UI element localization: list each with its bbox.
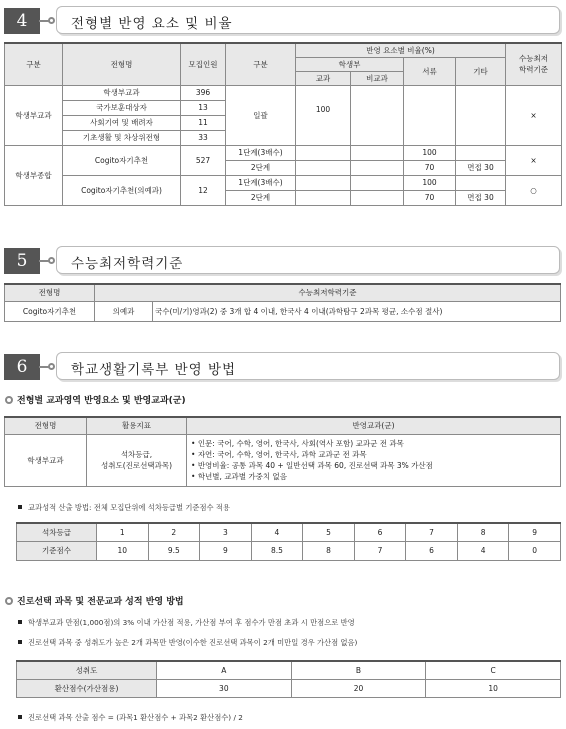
- header-gyo: 교과: [296, 71, 351, 85]
- note-text: 학생부교과 만점(1,000점)의 3% 이내 가산점 적용, 가산점 부여 후 점수가 만점 초과 시 만점으로 반영: [28, 618, 355, 627]
- row-name: Cogito자기추천: [63, 145, 181, 175]
- square-bullet-icon: [18, 620, 22, 624]
- score-cell: 0: [509, 541, 561, 560]
- connector-dot: [48, 17, 55, 24]
- row-index: [87, 434, 187, 486]
- grade-cell: 4: [251, 523, 303, 541]
- empty-cell: [296, 145, 351, 160]
- row-count: 13: [181, 100, 226, 115]
- seo-value: 100: [404, 145, 456, 160]
- section-title-box: [56, 246, 560, 274]
- header-hak: 학생부: [296, 57, 404, 71]
- connector-dot: [48, 257, 55, 264]
- section-title: 수능최저학력기준: [71, 256, 184, 272]
- header-name: 전형명: [63, 43, 181, 85]
- conv-c: 10: [426, 679, 561, 697]
- empty-cell: [351, 145, 404, 160]
- grade-cell: 9: [509, 523, 561, 541]
- grade-cell: 8: [457, 523, 509, 541]
- min-value: ○: [506, 175, 562, 205]
- seo-value: 100: [404, 175, 456, 190]
- row-count: 11: [181, 115, 226, 130]
- ach-b: B: [291, 661, 426, 679]
- header-min-standard: 수능최저 학력기준: [506, 43, 562, 85]
- subject-table: [4, 416, 561, 487]
- grade-cell: 1: [97, 523, 149, 541]
- stage: 1단계(3배수): [226, 145, 296, 160]
- subject-bullet: • 자연: 국어, 수학, 영어, 한국사, 과학 교과군 전 과목: [191, 449, 556, 460]
- gyo-value: 100: [296, 85, 351, 145]
- header-converted: 환산점수(가산점용): [17, 679, 157, 697]
- empty-cell: [351, 160, 404, 175]
- score-cell: 4: [457, 541, 509, 560]
- header-seo: 서류: [404, 57, 456, 85]
- subject-bullet: • 학년별, 교과별 가중치 없음: [191, 471, 556, 482]
- header-standard: 수능최저학력기준: [95, 284, 561, 301]
- score-cell: 7: [354, 541, 406, 560]
- header-gubun2: 구분: [226, 43, 296, 85]
- grade-cell: 5: [303, 523, 355, 541]
- empty-cell: [351, 190, 404, 205]
- subheading-text: 전형별 교과영역 반영요소 및 반영교과(군): [17, 396, 186, 406]
- bigyo-value: [351, 85, 404, 145]
- grade-cell: 6: [354, 523, 406, 541]
- row-name: Cogito자기추천: [5, 301, 95, 321]
- row-name: 기초생활 및 차상위전형: [63, 130, 181, 145]
- gita-value: 면접 30: [456, 160, 506, 175]
- section-title: 학교생활기록부 반영 방법: [71, 362, 237, 378]
- square-bullet-icon: [18, 640, 22, 644]
- score-cell: 9: [200, 541, 252, 560]
- row-name: Cogito자기추천(의예과): [63, 175, 181, 205]
- row-subjects: [187, 434, 561, 486]
- header-ratio: 반영 요소별 비율(%): [296, 43, 506, 57]
- grade-cell: 2: [148, 523, 200, 541]
- index-line: 성취도(진로선택과목): [100, 461, 173, 470]
- stage: 일괄: [226, 85, 296, 145]
- note-bonus: [18, 618, 355, 628]
- section-5-header: [4, 246, 560, 276]
- header-name: 전형명: [5, 284, 95, 301]
- section-number: 6: [4, 354, 40, 380]
- empty-cell: [296, 175, 351, 190]
- conv-b: 20: [291, 679, 426, 697]
- stage: 2단계: [226, 190, 296, 205]
- score-cell: 10: [97, 541, 149, 560]
- empty-cell: [456, 175, 506, 190]
- square-bullet-icon: [18, 715, 22, 719]
- header-subjects: 반영교과(군): [187, 417, 561, 434]
- empty-cell: [456, 145, 506, 160]
- section-title: 전형별 반영 요소 및 비율: [71, 16, 233, 32]
- empty-cell: [296, 190, 351, 205]
- note-formula: [18, 713, 243, 723]
- selection-ratio-table: [4, 42, 562, 206]
- header-bigyo: 비교과: [351, 71, 404, 85]
- row-name: 학생부교과: [5, 434, 87, 486]
- row-count: 527: [181, 145, 226, 175]
- section-6-header: [4, 352, 560, 382]
- row-count: 396: [181, 85, 226, 100]
- circle-bullet-icon: [5, 396, 13, 404]
- note-text: 진로선택 과목 산출 점수 = (과목1 환산점수 + 과목2 환산점수) / 2: [28, 713, 243, 722]
- section-4-header: [4, 6, 560, 36]
- min-value: ×: [506, 85, 562, 145]
- subject-bullet: • 반영비율: 공통 과목 40 + 일반선택 과목 60, 진로선택 과목 3% 가산점: [191, 460, 556, 471]
- seo-value: [404, 85, 456, 145]
- seo-value: 70: [404, 160, 456, 175]
- grade-cell: 7: [406, 523, 458, 541]
- ach-a: A: [157, 661, 292, 679]
- min-standard-table: [4, 283, 561, 322]
- header-score: 기준점수: [17, 541, 97, 560]
- section-number: 5: [4, 248, 40, 274]
- group-label: 학생부교과: [5, 85, 63, 145]
- header-name: 전형명: [5, 417, 87, 434]
- score-cell: 9.5: [148, 541, 200, 560]
- gita-value: 면접 30: [456, 190, 506, 205]
- achievement-table: [16, 660, 561, 698]
- grade-score-table: [16, 522, 561, 561]
- conv-a: 30: [157, 679, 292, 697]
- row-count: 33: [181, 130, 226, 145]
- row-name: 국가보훈대상자: [63, 100, 181, 115]
- subheading-subjects: [5, 393, 186, 406]
- row-dept: 의예과: [95, 301, 153, 321]
- section-title-box: [56, 6, 560, 34]
- note-text: 교과성적 산출 방법: 전체 모집단위에 석차등급별 기준점수 적용: [28, 503, 230, 512]
- group-label: 학생부종합: [5, 145, 63, 205]
- stage: 2단계: [226, 160, 296, 175]
- stage: 1단계(3배수): [226, 175, 296, 190]
- header-grade: 석차등급: [17, 523, 97, 541]
- empty-cell: [351, 175, 404, 190]
- section-title-box: [56, 352, 560, 380]
- seo-value: 70: [404, 190, 456, 205]
- note-text: 진로선택 과목 중 성취도가 높은 2개 과목만 반영(이수한 진로선택 과목이 2개 미만일 경우 가산점 없음): [28, 638, 358, 647]
- header-gita: 기타: [456, 57, 506, 85]
- header-index: 활용지표: [87, 417, 187, 434]
- index-line: 석차등급,: [120, 450, 153, 459]
- grade-cell: 3: [200, 523, 252, 541]
- min-value: ×: [506, 145, 562, 175]
- connector-dot: [48, 363, 55, 370]
- row-name: 사회기여 및 배려자: [63, 115, 181, 130]
- score-cell: 8: [303, 541, 355, 560]
- circle-bullet-icon: [5, 597, 13, 605]
- header-count: 모집인원: [181, 43, 226, 85]
- empty-cell: [296, 160, 351, 175]
- subject-bullet: • 인문: 국어, 수학, 영어, 한국사, 사회(역사 포함) 교과군 전 과목: [191, 438, 556, 449]
- note-two-subjects: [18, 638, 357, 648]
- score-cell: 6: [406, 541, 458, 560]
- subheading-career: [5, 594, 184, 607]
- score-cell: 8.5: [251, 541, 303, 560]
- row-count: 12: [181, 175, 226, 205]
- square-bullet-icon: [18, 505, 22, 509]
- row-name: 학생부교과: [63, 85, 181, 100]
- header-gubun: 구분: [5, 43, 63, 85]
- gita-value: [456, 85, 506, 145]
- header-achievement: 성취도: [17, 661, 157, 679]
- note-grade-method: [18, 503, 230, 513]
- ach-c: C: [426, 661, 561, 679]
- row-standard: 국수(미/기)영과(2) 중 3개 합 4 이내, 한국사 4 이내(과학탐구 2과목 평균, 소수점 절사): [153, 301, 561, 321]
- subheading-text: 진로선택 과목 및 전문교과 성적 반영 방법: [17, 597, 184, 607]
- section-number: 4: [4, 8, 40, 34]
